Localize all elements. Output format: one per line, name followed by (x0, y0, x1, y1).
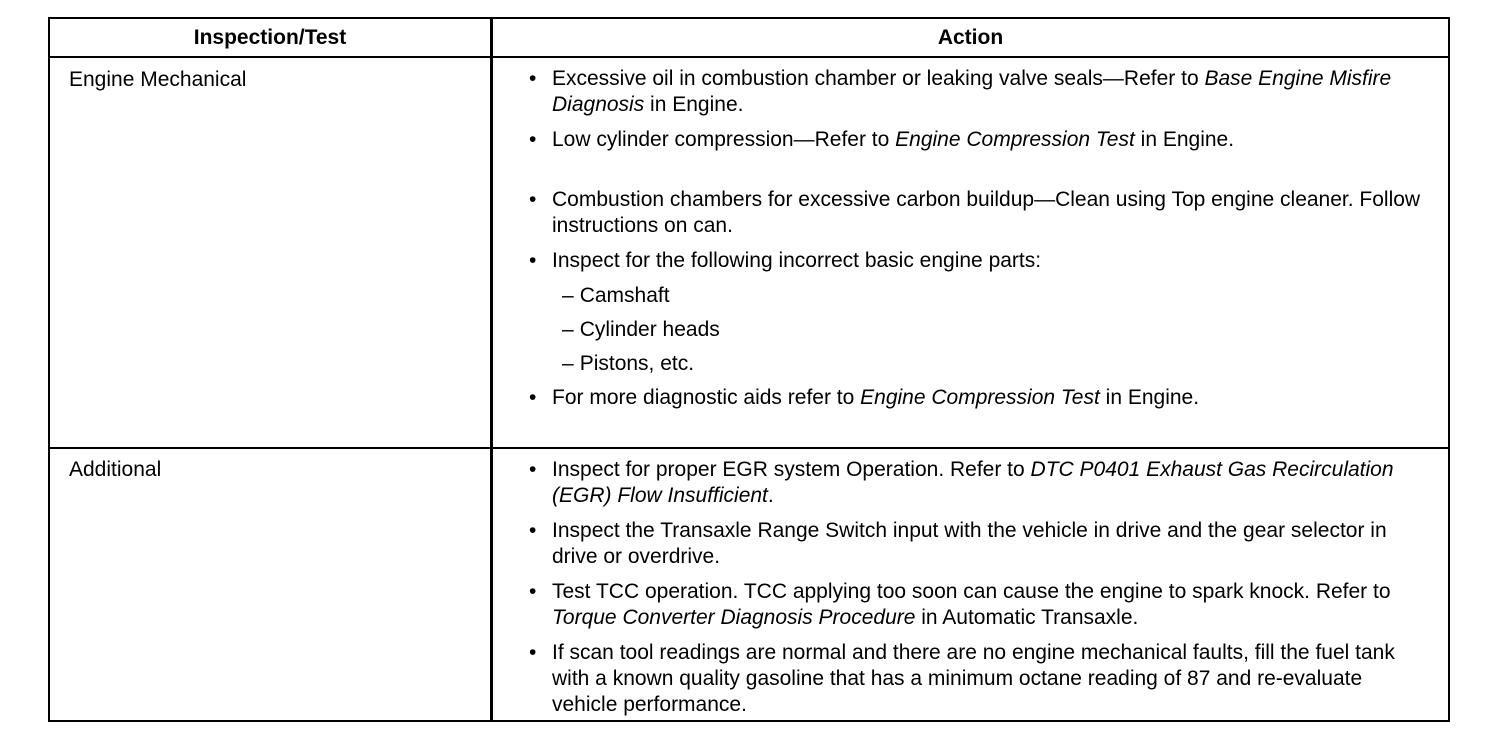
header-inspection-test: Inspection/Test (193, 26, 347, 49)
sub-list-item: – Camshaft (562, 284, 670, 307)
list-item: • Inspect for proper EGR system Operation. Refer to DTC P0401 Exhaust Gas Recirculation (EGR) Flow Insufficient. (527, 457, 1432, 509)
sub-list-item: – Cylinder heads (562, 318, 720, 341)
list-item: • Inspect the Transaxle Range Switch input with the vehicle in drive and the gear selector in drive or overdrive. (527, 518, 1432, 570)
diagnosis-table (48, 17, 1450, 722)
header-divider (50, 56, 1448, 58)
action-cell-engine-mechanical (527, 66, 1432, 420)
list-item: • Excessive oil in combustion chamber or leaking valve seals—Refer to Base Engine Misfire Diagnosis in Engine. (527, 66, 1432, 118)
column-divider (490, 19, 493, 720)
sub-list-item: – Pistons, etc. (562, 352, 695, 375)
list-item: • Test TCC operation. TCC applying too soon can cause the engine to spark knock. Refer to Torque Converter Diagnosis Procedure in Automatic Transaxle. (527, 579, 1432, 631)
list-item: • Low cylinder compression—Refer to Engine Compression Test in Engine. (527, 127, 1432, 153)
list-item: • If scan tool readings are normal and there are no engine mechanical faults, fill the fuel tank with a known quality gasoline that has a minimum octane reading of 87 and re-evaluate vehicle performance. (527, 640, 1432, 718)
list-item: • Combustion chambers for excessive carbon buildup—Clean using Top engine cleaner. Follow instructions on can. (527, 187, 1432, 239)
row-label-additional: Additional (69, 458, 162, 481)
list-item: • Inspect for the following incorrect basic engine parts: (527, 248, 1432, 274)
header-action: Action (937, 26, 1004, 49)
action-cell-additional (527, 457, 1432, 724)
list-item: • For more diagnostic aids refer to Engine Compression Test in Engine. (527, 385, 1432, 411)
row-label-engine-mechanical: Engine Mechanical (69, 68, 247, 91)
row-divider (50, 447, 1448, 449)
